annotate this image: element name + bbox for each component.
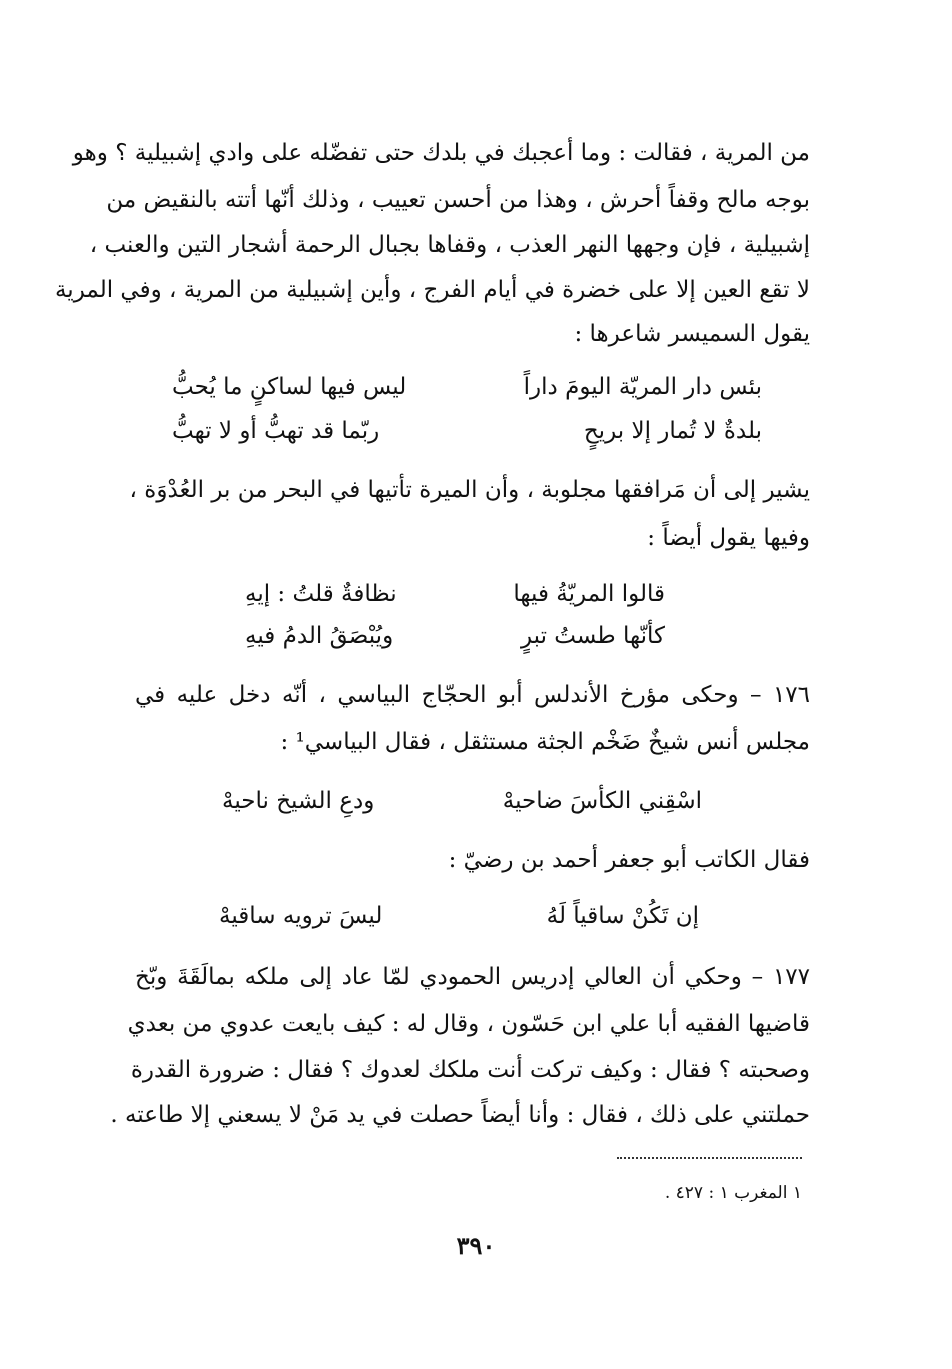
poem-2-verse-2 bbox=[245, 620, 665, 652]
hemistich-second: ربّما قد تهبُّ أو لا تهبُّ bbox=[172, 418, 380, 444]
poem-1-verse-2 bbox=[172, 415, 762, 447]
paragraph-5-line-4: حملتني على ذلك ، فقال : وأنا أيضاً حصلت في يد مَنْ لا يسعني إلا طاعته . bbox=[110, 1102, 810, 1128]
paragraph-3-line-1: ١٧٦ – وحكى مؤرخ الأندلس أبو الحجّاج البياسي ، أنّه دخل عليه في bbox=[135, 682, 810, 708]
paragraph-1-line-2: بوجه مالح وقفاً أحرش ، وهذا من أحسن تعييب ، وذلك أنّها أتته بالنقيض من bbox=[106, 187, 810, 213]
paragraph-5-line-1: ١٧٧ – وحكي أن العالي إدريس الحمودي لمّا عاد إلى ملكه بمالَقَةَ وبّخ bbox=[135, 964, 810, 990]
paragraph-5-line-2: قاضيها الفقيه أبا علي ابن حَسّون ، وقال له : كيف بايعت عدوي من بعدي bbox=[127, 1011, 810, 1037]
page-number: ٣٩٠ bbox=[456, 1231, 496, 1260]
hemistich-second: ليس فيها لساكنٍ ما يُحبُّ bbox=[172, 374, 407, 400]
hemistich-first: كأنّها طستُ تبرٍ bbox=[520, 623, 665, 649]
paragraph-1-line-1: من المرية ، فقالت : وما أعجبك في بلدك حتى تفضّله على وادي إشبيلية ؟ وهو bbox=[72, 140, 810, 166]
paragraph-5-line-3: وصحبته ؟ فقال : وكيف تركت أنت ملكك لعدوك ؟ فقال : ضرورة القدرة bbox=[130, 1057, 810, 1083]
hemistich-first: إن تَكُنْ ساقياً لَهُ bbox=[546, 903, 699, 929]
hemistich-second: ليسَ ترويه ساقيهْ bbox=[219, 903, 383, 929]
hemistich-second: نظافةٌ قلتُ : إيهِ bbox=[245, 581, 397, 607]
hemistich-first: قالوا المريّةُ فيها bbox=[513, 581, 665, 607]
paragraph-2-line-2: وفيها يقول أيضاً : bbox=[647, 525, 810, 551]
paragraph-1-line-4: لا تقع العين إلا على خضرة في أيام الفرج ، وأين إشبيلية من المرية ، وفي المرية bbox=[54, 277, 810, 303]
verse-4 bbox=[219, 900, 699, 932]
footnote-divider bbox=[617, 1157, 802, 1159]
paragraph-4: فقال الكاتب أبو جعفر أحمد بن رضيّ : bbox=[448, 847, 810, 873]
paragraph-1-line-5: يقول السميسر شاعرها : bbox=[574, 321, 810, 347]
hemistich-second: ودعِ الشيخ ناحيهْ bbox=[222, 788, 375, 814]
poem-1-verse-1 bbox=[172, 371, 762, 403]
hemistich-second: ويُبْصَقُ الدمُ فيهِ bbox=[245, 623, 394, 649]
paragraph-3-line-2: مجلس أنس شيخٌ ضَخْم الجثة مستثقل ، فقال البياسي¹ : bbox=[280, 729, 810, 755]
paragraph-1-line-3: إشبيلية ، فإن وجهها النهر العذب ، وقفاها بجبال الرحمة أشجار التين والعنب ، bbox=[89, 232, 810, 258]
poem-2-verse-1 bbox=[245, 578, 665, 610]
verse-3 bbox=[222, 785, 702, 817]
hemistich-first: بئس دار المريّة اليومَ داراً bbox=[523, 374, 762, 400]
hemistich-first: بلدةٌ لا تُمار إلا بريحٍ bbox=[583, 418, 762, 444]
paragraph-2-line-1: يشير إلى أن مَرافقها مجلوبة ، وأن الميرة تأتيها في البحر من بر العُدْوَة ، bbox=[129, 477, 810, 503]
footnote: ١ المغرب ١ : ٤٢٧ . bbox=[664, 1183, 802, 1203]
hemistich-first: اسْقِني الكأسَ ضاحيهْ bbox=[502, 788, 702, 814]
